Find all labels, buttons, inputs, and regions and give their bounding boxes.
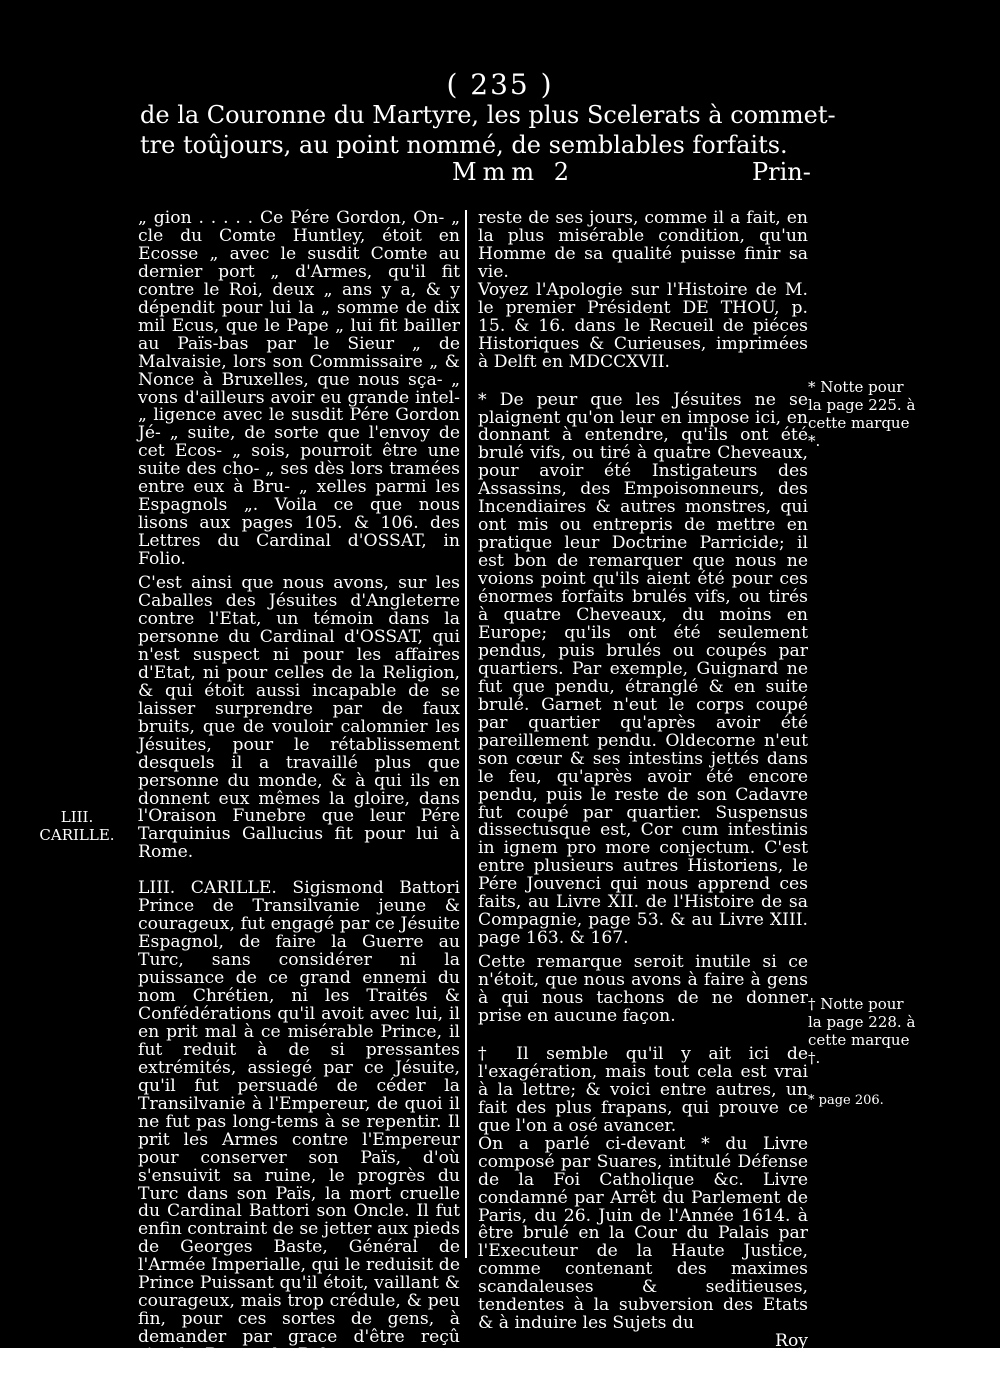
paragraph: reste de ses jours, comme il a fait, en la plus misérable condition, qu'un Homme de sa qualité puisse finir sa vie. [478,208,808,282]
catchword-roy: Roy [775,1331,808,1352]
footnote-paragraph: On a parlé ci-devant * du Livre composé par Suares, intitulé Défense de la Foi Catholique &c. Livre condamné par Arrêt du Parlement de Paris, du 26. Juin de l'Année 1614. à être brulé en la Cour du Palais par l'Executeur de la Haute Justice, comme contenant des maximes scandaleuses & seditieuses, tendentes à la subversion des Etats & à induire les Sujets du [478,1133,808,1334]
left-column [138,210,460,1383]
margin-note-1: * Notte pour la page 225. à cette marque *. [808,378,916,450]
margin-note-3: * page 206. [808,1093,884,1108]
paragraph: LIII. CARILLE. Sigismond Battori Prince de Transilvanie jeune & courageux, fut engagé par ce Jésuite Espagnol, de faire la Guerre au Turc, sans considérer ni la puissance de ce grand ennemi du nom Chrétien, ni les Traités & Confédérations qu'il avoit avec lui, il en prit mal à ce misérable Prince, il fut reduit à de si pressantes extrémités, assiegé par ce Jésuite, qu'il fut persuadé de céder la Transilvanie à l'Empereur, de quoi il ne fut pas long-tems à se repentir. Il prit les Armes contre l'Empereur pour conserver son Païs, d'où s'ensuivit sa ruine, le progrès du Turc dans son Païs, la mort cruelle du Cardinal Battori son Oncle. Il fut enfin contraint de se jetter aux pieds de Georges Baste, Général de l'Armée Imperialle, qui le reduisit de Prince Puissant qu'il étoit, vaillant & courageux, mais trop crédule, & peu fin, pour ces sortes de gens, à demander par grace d'être reçû simple Baron de Boheme avec une légere pension, pour passer le [138,878,460,1383]
margin-note-2: † Notte pour la page 228. à cette marque †. [808,995,916,1067]
paragraph: C'est ainsi que nous avons, sur les Caballes des Jésuites d'Angleterre contre l'Etat, un témoin dans la personne du Cardinal d'OSSAT, qui n'est suspect ni pour les affaires d'Etat, ni pour celles de la Religion, & qui étoit aussi incapable de se laisser surprendre par de faux bruits, que de vouloir calomnier les Jésuites, pour le rétablissement desquels il a travaillé plus que personne du monde, & à qui ils en donnent eux mêmes la gloire, dans l'Oraison Funebre que leur Pére Tarquinius Gallucius fit pour lui à Rome. [138,573,460,863]
heading-line-2: tre toûjours, au point nommé, de semblables forfaits. [140,131,788,159]
paragraph: „ gion . . . . . Ce Pére Gordon, On- „ cle du Comte Huntley, étoit en Ecosse „ avec le susdit Comte au dernier port „ d'Armes, qu'il fit contre le Roi, deux „ ans y a, & y dépendit pour lui la „ somme de dix mil Ecus, que le Pape „ lui fit bailler au Païs-bas par le Sieur „ de Malvaisie, lors son Commissaire „ & Nonce à Bruxelles, que nous sça- „ vons d'ailleurs avoir eu grande intel- „ ligence avec le susdit Pére Gordon Jé- „ suite, de sorte que l'envoy de cet Ecos- „ sois, pourroit être une suite des cho- „ ses dès lors tramées entre eux à Bru- „ xelles parmi les Espagnols „. Voila ce que nous lisons aux pages 105. & 106. des Lettres du Cardinal d'OSSAT, in Folio. [138,208,460,570]
catchword: Prin- [752,158,811,186]
footnote-paragraph: † Il semble qu'il y ait ici de l'exagération, mais tout cela est vrai à la lettre; & voici entre autres, un fait des plus frapans, qui prouve ce que l'on a osé avancer. [478,1043,808,1136]
signature-mark: Mmm 2 [452,158,575,186]
right-column [478,210,808,1351]
page-number: ( 235 ) [446,68,554,101]
heading-line-1: de la Couronne du Martyre, les plus Scelerats à commet- [140,101,836,129]
left-margin-note [22,808,132,844]
section-number: LIII. [60,808,94,826]
footnote-paragraph: Cette remarque seroit inutile si ce n'étoit, que nous avons à faire à gens à qui nous tachons de ne donner prise en aucune façon. [478,952,808,1026]
section-name: CARILLE. [39,826,115,844]
column-divider [465,210,467,1258]
footnote-paragraph: * De peur que les Jésuites ne se plaignent qu'on leur en impose ici, en donnant à entendre, qu'ils ont été brulé vifs, ou tiré à quatre Cheveaux, pour avoir été Instigateurs des Assassins, des Empoisonneurs, des Incendiaires & autres monstres, qui ont mis ou entrepris de mettre en pratique leur Doctrine Parricide; il est bon de remarquer que nous ne voions point qu'ils aient été pour ces énormes forfaits brulés vifs, ou tirés à quatre Cheveaux, du moins en Europe; qu'ils ont été seulement pendus, puis brulés ou coupés par quartiers. Par exemple, Guignard ne fut que pendu, étranglé & en suite brulé. Garnet n'eut le corps coupé par quartier qu'après avoir été pareillement pendu. Oldecorne n'eut son cœur & ses intestins jettés dans le feu, qu'après avoir été encore pendu, puis le reste de son Cadavre fut coupé par quartier. Suspensus dissectusque est, Cor cum intestinis in ignem pro more conjectum. C'est entre plusieurs autres Historiens, le Pére Jouvenci qui nous apprend ces faits, au Livre XII. de l'Histoire de sa Compagnie, page 53. & au Livre XIII. page 163. & 167. [478,389,808,949]
paragraph: Voyez l'Apologie sur l'Histoire de M. le premier Président DE THOU, p. 15. & 16. dans le Recueil de piéces Historiques & Curieuses, imprimées à Delft en MDCCXVII. [478,279,808,372]
